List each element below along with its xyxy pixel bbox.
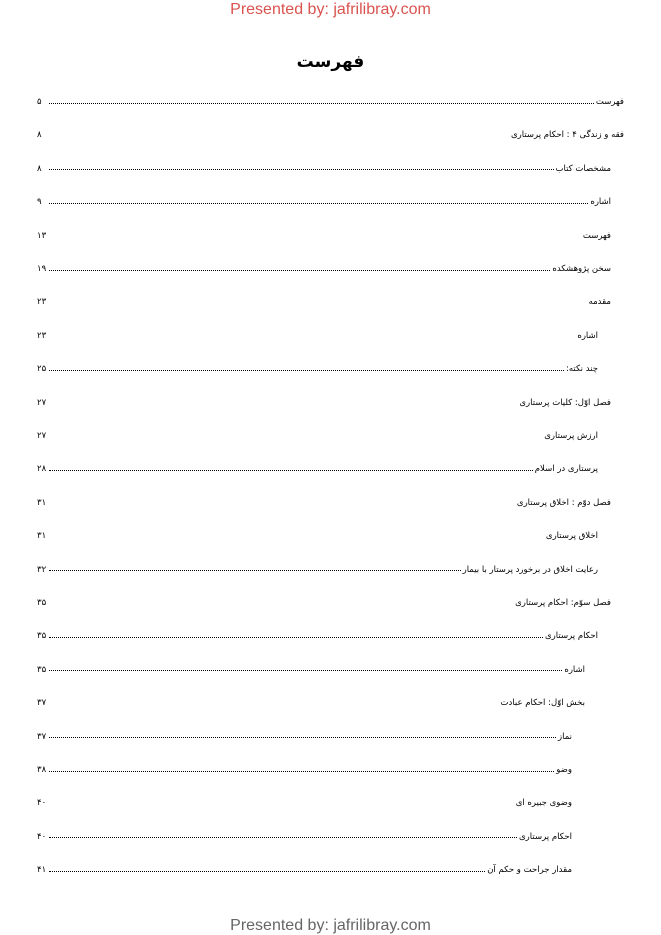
toc-entry-page-number: ۲۳	[37, 297, 47, 308]
toc-entry-page-number: ۸	[37, 130, 42, 141]
toc-entry-page-number: ۹	[37, 197, 42, 208]
watermark-bottom: Presented by: jafrilibray.com	[230, 917, 431, 934]
toc-dot-leader	[49, 871, 485, 872]
toc-entry-label: مقدار جراحت و حکم آن	[487, 865, 572, 876]
toc-entry-page-number: ۴۰	[37, 798, 47, 809]
toc-entry[interactable]	[37, 796, 572, 810]
toc-entry-label: بخش اوّل: احکام عبادت	[500, 698, 585, 709]
toc-entry-label: نماز	[558, 731, 572, 742]
toc-entry-page-number: ۳۵	[37, 664, 47, 675]
toc-dot-leader	[49, 837, 517, 838]
toc-entry[interactable]	[37, 128, 624, 142]
toc-entry[interactable]	[37, 429, 598, 443]
toc-dot-leader	[49, 270, 550, 271]
toc-entry[interactable]	[37, 563, 598, 577]
toc-dot-leader	[49, 103, 594, 104]
toc-entry-page-number: ۳۱	[37, 497, 47, 508]
toc-dot-leader	[49, 169, 554, 170]
toc-entry-page-number: ۳۷	[37, 698, 47, 709]
toc-dot-leader	[49, 670, 562, 671]
toc-entry-page-number: ۴۰	[37, 831, 47, 842]
toc-entry[interactable]	[37, 262, 611, 276]
toc-entry-label: فصل اوّل: کلیات پرستاری	[519, 397, 611, 408]
toc-entry-label: سخن پژوهشکده	[552, 264, 611, 274]
toc-entry-page-number: ۸	[37, 163, 42, 174]
toc-entry-label: احکام پرستاری	[519, 831, 572, 842]
page-title: فهرست	[296, 52, 365, 72]
toc-entry[interactable]	[37, 162, 611, 176]
toc-dot-leader	[49, 370, 564, 371]
toc-entry-label: وضوی جبیره ای	[515, 798, 572, 809]
watermark-top: Presented by: jafrilibray.com	[230, 1, 431, 18]
toc-entry-label: مقدمه	[588, 297, 611, 308]
toc-entry[interactable]	[37, 696, 585, 710]
toc-entry[interactable]	[37, 396, 611, 410]
toc-dot-leader	[49, 737, 556, 738]
toc-entry-page-number: ۳۱	[37, 531, 47, 542]
toc-dot-leader	[49, 470, 533, 471]
toc-dot-leader	[49, 771, 554, 772]
toc-entry[interactable]	[37, 496, 611, 510]
toc-entry-page-number: ۱۹	[37, 264, 47, 274]
toc-entry-label: اشاره	[564, 664, 585, 675]
toc-entry[interactable]	[37, 763, 572, 777]
toc-entry-label: ارزش پرستاری	[544, 431, 598, 441]
toc-entry[interactable]	[37, 596, 611, 610]
toc-dot-leader	[49, 637, 543, 638]
toc-entry-label: فصل سوّم: احکام پرستاری	[515, 598, 611, 608]
toc-entry-page-number: ۵	[37, 97, 42, 107]
toc-entry[interactable]	[37, 95, 624, 109]
toc-entry[interactable]	[37, 730, 572, 744]
toc-entry-page-number: ۳۲	[37, 564, 47, 575]
toc-entry[interactable]	[37, 830, 572, 844]
toc-entry-label: پرستاری در اسلام	[534, 464, 598, 475]
toc-dot-leader	[49, 570, 461, 571]
toc-entry[interactable]	[37, 663, 585, 677]
toc-entry-label: فهرست	[595, 97, 624, 107]
toc-entry[interactable]	[37, 295, 611, 309]
toc-entry-label: اخلاق پرستاری	[545, 531, 598, 542]
toc-entry-page-number: ۳۸	[37, 765, 47, 775]
toc-entry-label: فصل دوّم : اخلاق پرستاری	[516, 497, 611, 508]
toc-entry-label: مشخصات کتاب	[555, 163, 611, 174]
toc-entry[interactable]	[37, 529, 598, 543]
toc-entry[interactable]	[37, 329, 598, 343]
toc-entry[interactable]	[37, 362, 598, 376]
toc-entry-label: چند نکته:	[565, 364, 598, 375]
toc-entry[interactable]	[37, 863, 572, 877]
toc-entry-page-number: ۳۷	[37, 731, 47, 742]
toc-entry-page-number: ۱۳	[37, 230, 47, 241]
toc-entry-page-number: ۴۱	[37, 865, 47, 876]
toc-dot-leader	[49, 203, 588, 204]
toc-entry[interactable]	[37, 229, 611, 243]
toc-entry[interactable]	[37, 629, 598, 643]
toc-entry[interactable]	[37, 462, 598, 476]
toc-entry-page-number: ۳۵	[37, 598, 47, 608]
toc-entry-label: فقه و زندگی ۴ : احکام پرستاری	[510, 130, 624, 141]
toc-entry-label: احکام پرستاری	[545, 631, 598, 642]
toc-entry-page-number: ۲۵	[37, 364, 47, 375]
toc-entry-page-number: ۲۳	[37, 330, 47, 341]
toc-entry-page-number: ۳۵	[37, 631, 47, 642]
toc-entry-page-number: ۲۷	[37, 397, 47, 408]
toc-entry-label: اشاره	[577, 330, 598, 341]
toc-entry-label: وضو	[556, 765, 572, 775]
toc-entry-page-number: ۲۸	[37, 464, 47, 475]
toc-entry[interactable]	[37, 195, 611, 209]
toc-entry-label: اشاره	[590, 197, 611, 208]
toc-entry-label: رعایت اخلاق در برخورد پرستار با بیمار	[462, 564, 598, 575]
toc-entry-label: فهرست	[582, 230, 611, 241]
toc-entry-page-number: ۲۷	[37, 431, 47, 441]
